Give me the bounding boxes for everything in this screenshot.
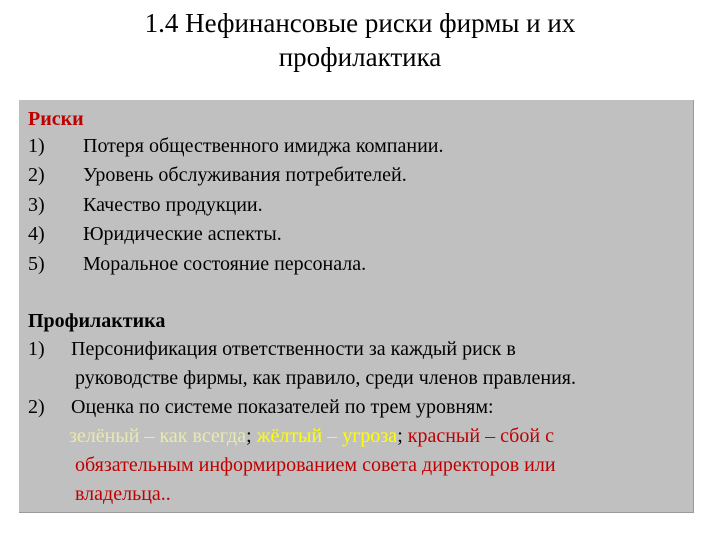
risk-item-number: 1) (28, 135, 45, 157)
risk-item-number: 5) (28, 253, 45, 275)
prophylaxis-item-number: 2) (28, 396, 45, 418)
prophylaxis-item-number: 1) (28, 338, 45, 360)
risk-item-number: 4) (28, 223, 45, 245)
risk-item-text: Потеря общественного имиджа компании. (83, 135, 444, 157)
level-green: зелёный – как всегда (69, 425, 247, 447)
level-red-continuation-2: владельца.. (75, 483, 171, 505)
slide-title-line-1: 1.4 Нефинансовые риски фирмы и их (144, 8, 576, 38)
risk-item-number: 2) (28, 164, 45, 186)
level-red: красный – сбой с (407, 425, 554, 447)
risk-item-text: Уровень обслуживания потребителей. (83, 164, 407, 186)
risk-item-text: Качество продукции. (83, 194, 263, 216)
slide-title (0, 6, 720, 74)
prophylaxis-item-text: Оценка по системе показателей по трем уровням: (71, 396, 494, 418)
prophylaxis-item-text: Персонификация ответственности за каждый риск в (71, 338, 516, 360)
risk-item-number: 3) (28, 194, 45, 216)
risks-heading: Риски (28, 108, 84, 130)
level-separator: ; (397, 425, 403, 447)
risk-item-text: Юридические аспекты. (83, 223, 282, 245)
prophylaxis-item-1-continuation: руководстве фирмы, как правило, среди членов правления. (75, 367, 576, 389)
content-panel (19, 100, 694, 513)
prophylaxis-heading: Профилактика (28, 310, 166, 332)
level-red-continuation: обязательным информированием совета директоров или (75, 454, 556, 476)
level-separator: ; (246, 425, 252, 447)
level-yellow: жёлтый – угроза (256, 425, 398, 447)
slide-title-line-2: профилактика (278, 42, 442, 72)
risk-item-text: Моральное состояние персонала. (83, 253, 367, 275)
levels-line (69, 423, 554, 449)
